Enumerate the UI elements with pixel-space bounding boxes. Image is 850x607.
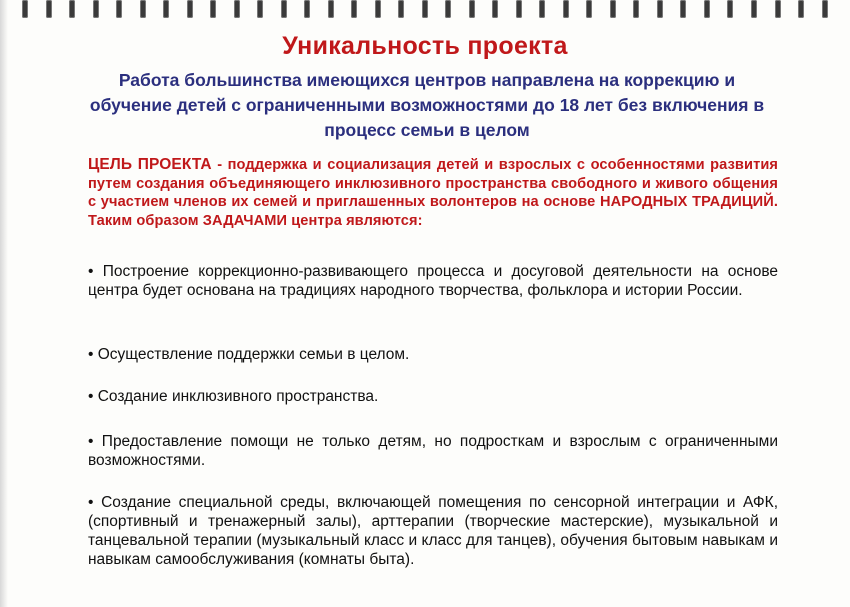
binding-ring — [304, 0, 310, 18]
list-item: • Создание специальной среды, включающей помещения по сенсорной интеграции и АФК, (спортивный и тренажерный залы), арттерапии (творческие мастерские), музыкальной и танцевальной терапии (музыкальный класс и класс для танцев), обучения бытовым навыкам и навыкам самообслуживания (комнаты быта). — [88, 493, 778, 569]
binding-ring — [775, 0, 781, 18]
binding-ring — [445, 0, 451, 18]
page-shadow — [0, 0, 8, 607]
binding-ring — [822, 0, 828, 18]
binding-ring — [563, 0, 569, 18]
binding-ring — [798, 0, 804, 18]
binding-ring — [210, 0, 216, 18]
binding-ring — [422, 0, 428, 18]
binding-ring — [398, 0, 404, 18]
list-item: • Создание инклюзивного пространства. — [88, 387, 778, 406]
binding-ring — [46, 0, 52, 18]
binding-ring — [375, 0, 381, 18]
page-title: Уникальность проекта — [282, 32, 568, 60]
goal-text: - поддержка и социализация детей и взрослых с особенностями развития путем создания объединяющего инклюзивного пространства свободного и живого общения с участием членов их семей и приглашенных волонтеров на основе НАРОДНЫХ ТРАДИЦИЙ. Таким образом ЗАДАЧАМИ центра являются: — [88, 157, 779, 229]
project-goal — [88, 156, 778, 230]
binding-ring — [492, 0, 498, 18]
binding-ring — [163, 0, 169, 18]
binding-ring — [116, 0, 122, 18]
binding-ring — [187, 0, 193, 18]
binding-ring — [140, 0, 146, 18]
binding-ring — [586, 0, 592, 18]
binding-ring — [22, 0, 28, 18]
binding-ring — [281, 0, 287, 18]
list-item: • Осуществление поддержки семьи в целом. — [88, 345, 778, 364]
binding-ring — [351, 0, 357, 18]
page-subtitle: Работа большинства имеющихся центров направлена на коррекцию и обучение детей с ограниченными возможностями до 18 лет без включения в процесс семьи в целом — [89, 70, 765, 140]
binding-ring — [257, 0, 263, 18]
spiral-binding — [0, 0, 850, 20]
binding-ring — [93, 0, 99, 18]
binding-ring — [610, 0, 616, 18]
binding-ring — [516, 0, 522, 18]
list-item: • Построение коррекционно-развивающего процесса и досуговой деятельности на основе центра будет основана на традициях народного творчества, фольклора и истории России. — [88, 262, 778, 300]
binding-ring — [469, 0, 475, 18]
binding-ring — [539, 0, 545, 18]
binding-ring — [633, 0, 639, 18]
binding-ring — [704, 0, 710, 18]
binding-ring — [234, 0, 240, 18]
list-item: • Предоставление помощи не только детям, но подросткам и взрослым с ограниченными возможностями. — [88, 432, 778, 470]
binding-ring — [751, 0, 757, 18]
binding-ring — [69, 0, 75, 18]
binding-ring — [680, 0, 686, 18]
goal-label: ЦЕЛЬ ПРОЕКТА — [88, 156, 212, 173]
binding-ring — [328, 0, 334, 18]
binding-ring — [727, 0, 733, 18]
binding-ring — [657, 0, 663, 18]
